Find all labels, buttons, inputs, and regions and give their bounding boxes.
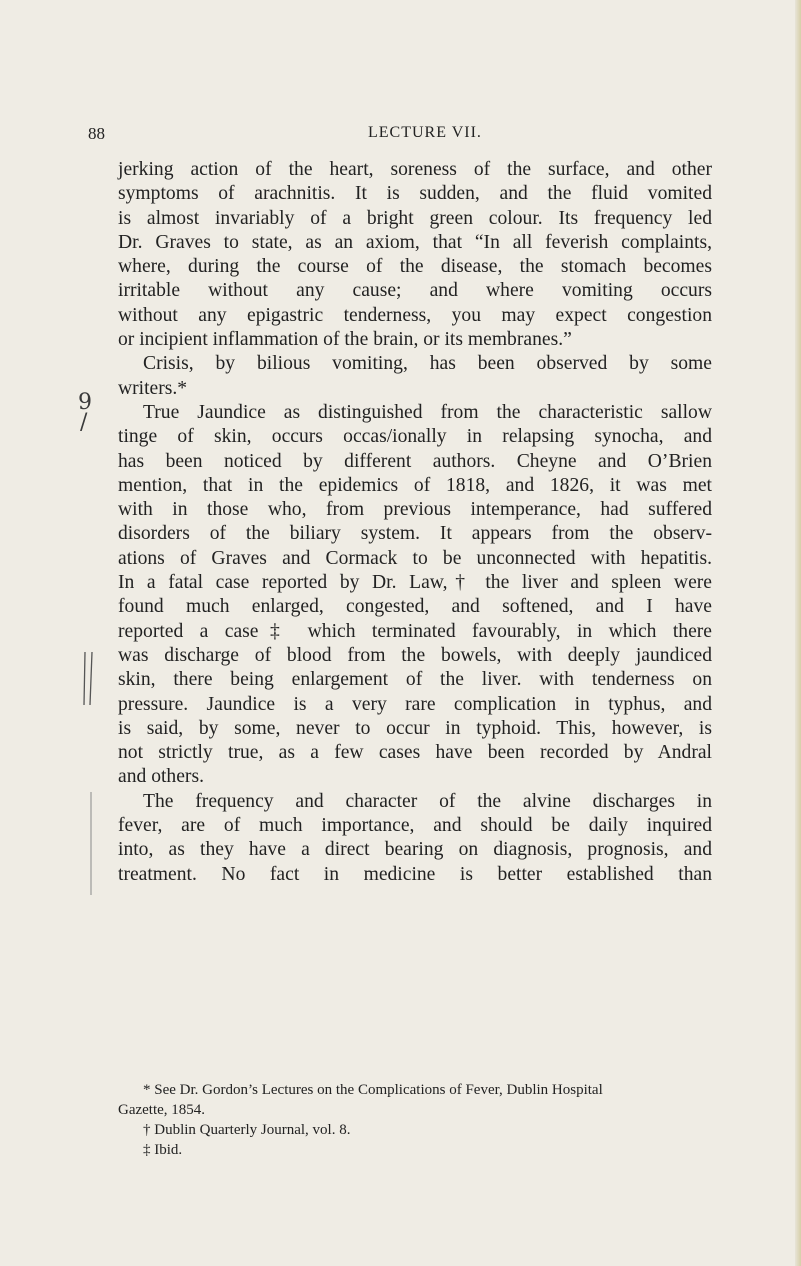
text-line: was discharge of blood from the bowels, with deeply jaundiced <box>118 644 712 666</box>
text-line: not strictly true, as a few cases have been recorded by Andral <box>118 742 712 764</box>
margin-pencil-lines <box>80 650 100 710</box>
text-line: or incipient inflammation of the brain, or its membranes.” <box>118 329 572 351</box>
text-line: is almost invariably of a bright green colour. Its frequency led <box>118 207 712 229</box>
text-line: where, during the course of the disease, the stomach becomes <box>118 256 712 278</box>
margin-pencil-bracket <box>88 790 98 900</box>
body-text <box>118 158 712 887</box>
margin-handwritten-mark: 9 <box>78 390 92 415</box>
footnote: † Dublin Quarterly Journal, vol. 8. <box>143 1122 351 1138</box>
text-line: fever, are of much importance, and should be daily inquired <box>118 815 712 837</box>
text-line: skin, there being enlargement of the liver. with tenderness on <box>118 669 712 691</box>
paragraph-jaundice <box>118 401 712 790</box>
running-title: LECTURE VII. <box>368 124 482 141</box>
text-line: The frequency and character of the alvine discharges in <box>143 790 712 812</box>
text-line: is said, by some, never to occur in typhoid. This, however, is <box>118 717 712 739</box>
text-line: has been noticed by different authors. Cheyne and O’Brien <box>118 450 712 472</box>
page-header <box>88 124 708 148</box>
text-line: tinge of skin, occurs occas/ionally in relapsing synocha, and <box>118 426 712 448</box>
text-line: ations of Graves and Cormack to be unconnected with hepatitis. <box>118 547 712 569</box>
text-line: into, as they have a direct bearing on diagnosis, prognosis, and <box>118 839 712 861</box>
text-line: symptoms of arachnitis. It is sudden, and the fluid vomited <box>118 183 712 205</box>
text-line: without any epigastric tenderness, you may expect congestion <box>118 304 712 326</box>
text-line: jerking action of the heart, soreness of the surface, and other <box>118 159 712 180</box>
footnote-continuation: Gazette, 1854. <box>118 1102 206 1118</box>
text-line: found much enlarged, congested, and softened, and I have <box>118 596 712 618</box>
text-line: True Jaundice as distinguished from the characteristic sallow <box>143 401 712 423</box>
text-line: In a fatal case reported by Dr. Law,† the liver and spleen were <box>118 572 712 594</box>
footnotes <box>118 1080 718 1160</box>
paragraph-crisis <box>118 352 712 401</box>
text-line: and others. <box>118 766 204 788</box>
paragraph-alvine-discharges <box>118 790 712 887</box>
text-line: pressure. Jaundice is a very rare complication in typhus, and <box>118 693 712 715</box>
text-line: Dr. Graves to state, as an axiom, that “In all feverish complaints, <box>118 231 712 253</box>
text-line: mention, that in the epidemics of 1818, and 1826, it was met <box>118 474 712 496</box>
margin-handwritten-stroke: / <box>80 410 88 435</box>
page-edge <box>795 0 801 1266</box>
text-line: reported a case‡ which terminated favourably, in which there <box>118 620 712 642</box>
footnote: ‡ Ibid. <box>143 1142 183 1158</box>
footnote: * See Dr. Gordon’s Lectures on the Complications of Fever, Dublin Hospital <box>143 1082 603 1098</box>
text-line: Crisis, by bilious vomiting, has been observed by some <box>143 353 712 375</box>
paragraph-vomiting <box>118 158 712 352</box>
text-line: irritable without any cause; and where vomiting occurs <box>118 280 712 302</box>
text-line: treatment. No fact in medicine is better established than <box>118 863 712 885</box>
text-line: disorders of the biliary system. It appears from the observ- <box>118 523 712 545</box>
page-number: 88 <box>88 124 105 143</box>
text-line: with in those who, from previous intemperance, had suffered <box>118 499 712 521</box>
text-line: writers.* <box>118 377 188 399</box>
